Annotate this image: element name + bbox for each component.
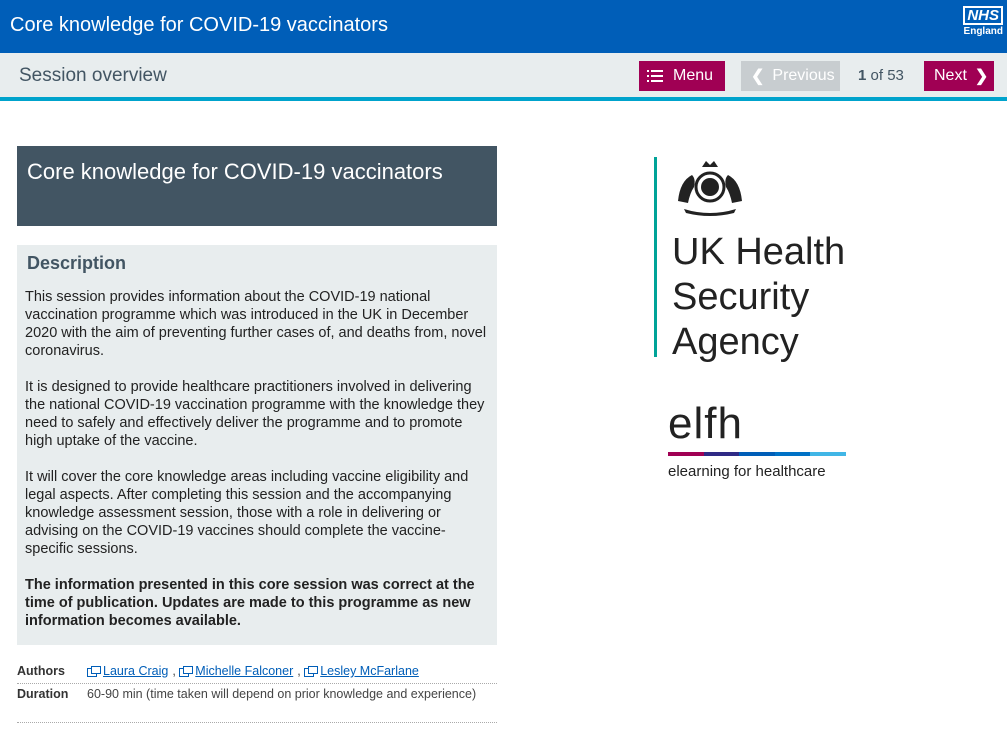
previous-button-label: Previous [772, 67, 835, 84]
page-total: of 53 [870, 67, 904, 84]
authors-list: Laura Craig , Michelle Falconer , Lesley McFarlane [87, 664, 423, 679]
section-title: Session overview [19, 65, 167, 86]
external-link-icon [179, 666, 192, 676]
course-title: Core knowledge for COVID-19 vaccinators [17, 146, 497, 226]
duration-row [17, 687, 497, 723]
chevron-right-icon: ❯ [974, 68, 989, 85]
description-paragraph: It is designed to provide healthcare practitioners involved in delivering the national COVID-19 vaccination programme with the knowledge they need to safely and effectively deliver the programme and to promote high uptake of the vaccine. [25, 379, 485, 449]
elfh-wordmark: elfh [668, 399, 743, 448]
nhs-logo-text: NHS [963, 6, 1003, 25]
elfh-bar-segment [704, 452, 740, 456]
page-counter [858, 67, 904, 84]
authors-row [17, 664, 497, 684]
app-title: Core knowledge for COVID-19 vaccinators [10, 14, 388, 36]
menu-icon [647, 70, 663, 82]
ukhsa-line: Agency [672, 321, 799, 363]
authors-label: Authors [17, 664, 65, 678]
nhs-england-logo [958, 6, 1003, 37]
external-link-icon [304, 666, 317, 676]
elfh-bar-segment [810, 452, 846, 456]
ukhsa-line: UK Health [672, 231, 846, 273]
elfh-logo [668, 400, 846, 480]
author-link[interactable]: Laura Craig [103, 664, 169, 678]
toolbar-divider [0, 97, 1007, 101]
description-heading: Description [27, 253, 127, 273]
nhs-logo-subtitle: England [963, 26, 1003, 37]
duration-value: 60-90 min (time taken will depend on prior knowledge and experience) [87, 687, 477, 701]
elfh-bar-segment [668, 452, 704, 456]
ukhsa-line: Security [672, 276, 810, 318]
duration-label: Duration [17, 687, 69, 701]
elfh-tagline: elearning for healthcare [668, 463, 826, 480]
elfh-bar-segment [775, 452, 811, 456]
external-link-icon [87, 666, 100, 676]
royal-crest-icon [672, 157, 748, 219]
elfh-bar-segment [739, 452, 775, 456]
next-button[interactable] [924, 61, 994, 91]
menu-button[interactable] [639, 61, 725, 91]
ukhsa-accent-bar [654, 157, 657, 357]
author-link[interactable]: Michelle Falconer [195, 664, 294, 678]
description-paragraph: It will cover the core knowledge areas including vaccine eligibility and legal aspects. After completing this session and the accompanying knowledge assessment session, those with a role in delivering or advising on the COVID-19 vaccines should complete the vaccine-specific sessions. [25, 469, 469, 557]
menu-button-label: Menu [673, 67, 714, 84]
previous-button[interactable] [741, 61, 840, 91]
description-paragraph: This session provides information about the COVID-19 national vaccination programme which was introduced in the UK in December 2020 with the aim of preventing further cases of, and deaths from, novel coronavirus. [25, 289, 487, 359]
author-link[interactable]: Lesley McFarlane [320, 664, 419, 678]
update-notice: The information presented in this core session was correct at the time of publication. Updates are made to this programme as new information becomes available. [25, 577, 475, 629]
chevron-left-icon: ❮ [751, 68, 765, 85]
top-header [0, 0, 1007, 53]
page-current: 1 [858, 67, 867, 84]
ukhsa-wordmark [672, 230, 845, 365]
elfh-color-bar [668, 452, 846, 456]
next-button-label: Next [934, 67, 967, 84]
description-panel [17, 245, 497, 645]
